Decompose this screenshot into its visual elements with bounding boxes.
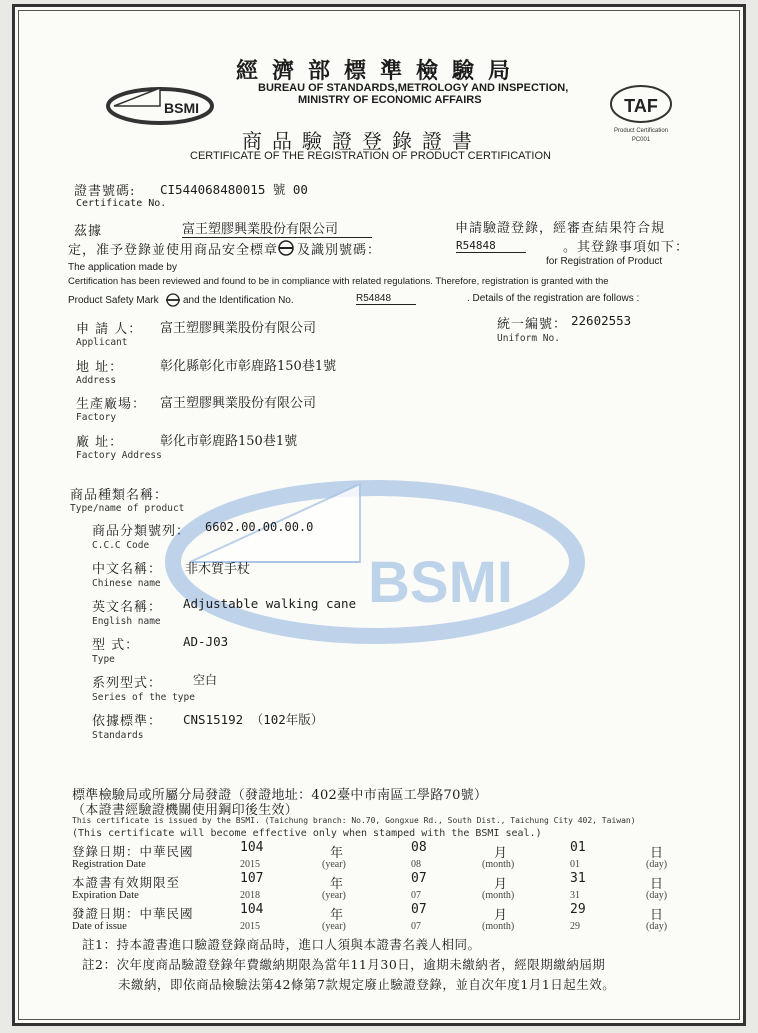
issuer-en-2: (This certificate will become effective only when stamped with the BSMI seal.) [72,828,542,839]
factory-address-label-en: Factory Address [76,450,162,461]
issue-date-label: 發證日期：中華民國 [72,906,194,921]
address-label-en: Address [76,375,117,386]
registration-roc-year: 104 [240,840,264,855]
taf-sub-text: Product Certification [613,128,669,134]
chinese-name-value: 非木質手杖 [185,562,251,577]
safety-mark-icon-en [164,293,182,307]
factory-address-label: 廠 址： [76,435,124,450]
statement-company: 富王塑膠興業股份有限公司 [182,218,372,238]
standard-label: 依據標準： [92,714,163,729]
issuer-zh-2: （本證書經驗證機關使用鋼印後生效） [72,803,299,818]
factory-label: 生產廠場： [76,397,147,412]
expiration-day: 31 [570,890,580,901]
certificate-title-zh: 商品驗證登錄證書 [242,129,482,153]
issue-month-unit: 月 [494,908,509,923]
chinese-name-label: 中文名稱： [92,562,163,577]
expiration-day-unit: 日 [650,877,665,892]
statement-en-1: The application made by [68,262,177,273]
issue-date-label-en: Date of issue [72,921,127,932]
certificate-title-en: CERTIFICATE OF THE REGISTRATION OF PRODUCT CERTIFICATION [190,150,551,162]
expiration-month-unit: 月 [494,877,509,892]
issue-day-roc: 29 [570,902,586,917]
registration-year: 2015 [240,859,260,870]
english-name-label: 英文名稱： [92,600,163,615]
english-name-value: Adjustable walking cane [183,596,357,611]
uniform-no-value: 22602553 [571,313,632,328]
standard-label-en: Standards [92,730,144,741]
registration-day-en: (day) [646,859,668,870]
registration-month-roc: 08 [411,840,427,855]
statement-en-3c: . Details of the registration are follows : [467,293,640,304]
bsmi-logo-text: BSMI [164,100,199,116]
statement-en-3b: and the Identification No. [183,295,294,306]
expiration-day-roc: 31 [570,871,586,886]
expiration-date-label-en: Expiration Date [72,890,139,901]
series-label-en: Series of the type [92,692,195,703]
statement-line2c: 。其登錄事項如下： [563,240,690,255]
agency-name-zh: 經濟部標準檢驗局 [236,58,525,84]
registration-month-unit: 月 [494,846,509,861]
cert-no-value: CI544068480015 號 00 [160,182,308,197]
expiration-month-roc: 07 [411,871,427,886]
taf-logo-text: TAF [624,96,658,116]
statement-prefix: 茲據 [74,224,103,239]
uniform-no-label-en: Uniform No. [497,333,560,344]
agency-name-en-2: MINISTRY OF ECONOMIC AFFAIRS [298,94,482,106]
ccc-code-label: 商品分類號列： [92,524,191,539]
note-2b: 未繳納，即依商品檢驗法第42條第7款規定廢止驗證登錄，並自次年度1月1日起生效。 [118,977,616,992]
statement-for-reg: for Registration of Product [546,256,663,267]
series-label: 系列型式： [92,676,163,691]
issue-year: 2015 [240,921,260,932]
bsmi-logo [104,84,216,128]
product-type-label-en: Type/name of product [70,503,185,514]
expiration-month: 07 [411,890,421,901]
statement-id-no: R54848 [456,239,526,253]
taf-logo [606,82,676,148]
applicant-value: 富王塑膠興業股份有限公司 [160,321,317,336]
registration-date-label-en: Registration Date [72,859,146,870]
statement-en-3-id: R54848 [356,293,416,305]
uniform-no-label: 統一編號： [497,317,568,332]
issue-year-unit: 年 [330,908,345,923]
safety-mark-icon [277,240,295,256]
taf-code-text: PC001 [631,137,651,143]
factory-address-value: 彰化市彰鹿路150巷1號 [160,434,298,449]
issue-day-en: (day) [646,921,668,932]
expiration-month-en: (month) [482,890,515,901]
expiration-roc-year: 107 [240,871,264,886]
expiration-year: 2018 [240,890,260,901]
applicant-label: 申 請 人： [76,322,143,337]
issue-month: 07 [411,921,421,932]
factory-label-en: Factory [76,412,117,423]
product-type-label: 商品種類名稱： [70,488,169,503]
registration-month: 08 [411,859,421,870]
note-1: 註1：持本證書進口驗證登錄商品時，進口人須與本證書名義人相同。 [82,937,481,952]
ccc-code-value: 6602.00.00.00.0 [205,520,314,534]
address-label: 地 址： [76,360,124,375]
applicant-label-en: Applicant [76,337,128,348]
cert-no-label-en: Certificate No. [76,198,167,209]
cert-no-label: 證書號碼: [74,184,136,199]
registration-date-label: 登錄日期：中華民國 [72,844,194,859]
agency-name-en-1: BUREAU OF STANDARDS,METROLOGY AND INSPECTION, [258,82,569,94]
statement-en-3a: Product Safety Mark [68,295,159,306]
registration-year-en: (year) [322,859,346,870]
ccc-code-label-en: C.C.C Code [92,540,150,551]
expiration-year-unit: 年 [330,877,345,892]
model-type-label-en: Type [92,654,115,665]
statement-line2: 定，准予登錄並使用商品安全標章 [68,243,279,258]
registration-month-en: (month) [482,859,515,870]
address-value: 彰化縣彰化市彰鹿路150巷1號 [160,359,337,374]
statement-mid: 申請驗證登錄，經審查結果符合規 [455,221,666,236]
expiration-day-en: (day) [646,890,668,901]
expiration-year-en: (year) [322,890,346,901]
statement-line2b: 及識別號碼： [297,243,382,258]
registration-day-unit: 日 [650,846,665,861]
statement-en-2: Certification has been reviewed and found to be in compliance with related regulations. Therefore, registration is granted with the [68,276,609,287]
watermark-text: BSMI [368,550,513,615]
issue-day: 29 [570,921,580,932]
standard-value: CNS15192 （102年版） [183,712,324,727]
english-name-label-en: English name [92,616,161,627]
note-2a: 註2：次年度商品驗證登錄年費繳納期限為當年11月30日，逾期未繳納者，經限期繳納屆期 [82,957,606,972]
series-value: 空白 [193,673,218,687]
registration-day-roc: 01 [570,840,586,855]
chinese-name-label-en: Chinese name [92,578,161,589]
issue-roc-year: 104 [240,902,264,917]
expiration-date-label: 本證書有效期限至 [72,875,181,890]
registration-year-unit: 年 [330,846,345,861]
issuer-zh-1: 標準檢驗局或所屬分局發證（發證地址：402臺中市南區工學路70號） [72,788,488,803]
issuer-en-1: This certificate is issued by the BSMI. (Taichung branch: No.70, Gongxue Rd., South Dist., Taichung City 402, Taiwan) [72,816,636,825]
registration-day: 01 [570,859,580,870]
issue-year-en: (year) [322,921,346,932]
model-type-value: AD-J03 [183,634,229,649]
issue-day-unit: 日 [650,908,665,923]
issue-month-roc: 07 [411,902,427,917]
issue-month-en: (month) [482,921,515,932]
model-type-label: 型 式： [92,638,140,653]
factory-value: 富王塑膠興業股份有限公司 [160,396,317,411]
